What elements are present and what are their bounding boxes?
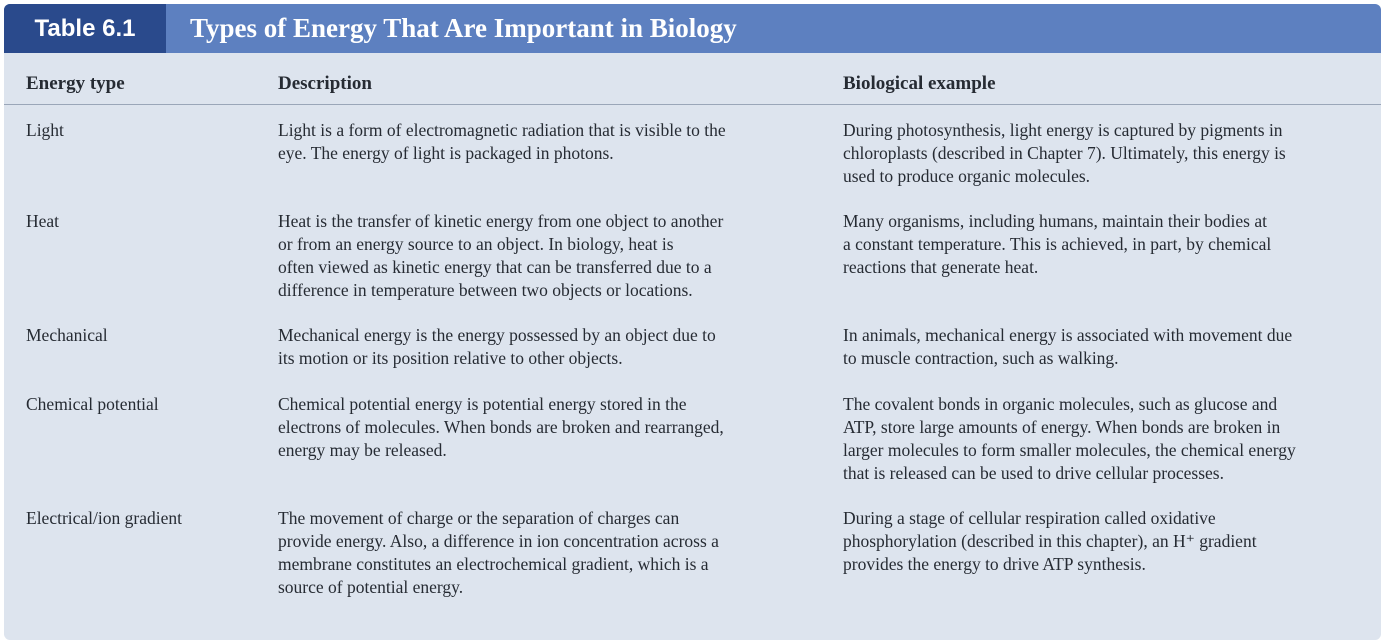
row-heat-type: Heat bbox=[26, 211, 60, 231]
table-number: Table 6.1 bbox=[4, 4, 166, 53]
column-header-energy-type: Energy type bbox=[26, 73, 125, 94]
row-heat-example: Many organisms, including humans, maintain their bodies at a constant temperature. This is achieved, in part, by chemical reactions that generate heat. bbox=[843, 211, 1272, 277]
row-electrical-ion-gradient-example: During a stage of cellular respiration called oxidative phosphorylation (described in this chapter), an H⁺ gradient provides the energy to drive ATP synthesis. bbox=[843, 508, 1257, 574]
table-title: Types of Energy That Are Important in Biology bbox=[190, 13, 737, 43]
row-light-type: Light bbox=[26, 120, 64, 140]
row-electrical-ion-gradient-type: Electrical/ion gradient bbox=[26, 508, 182, 528]
row-electrical-ion-gradient-description: The movement of charge or the separation of charges can provide energy. Also, a difference in ion concentration across a membrane constitutes an electrochemical gradient, which is a source of potential energy. bbox=[278, 508, 719, 597]
row-light-example: During photosynthesis, light energy is captured by pigments in chloroplasts (described in Chapter 7). Ultimately, this energy is used to produce organic molecules. bbox=[843, 120, 1286, 186]
row-mechanical-type: Mechanical bbox=[26, 325, 108, 345]
table-title-bar bbox=[4, 4, 1381, 53]
row-mechanical-description: Mechanical energy is the energy possessed by an object due to its motion or its position relative to other objects. bbox=[278, 325, 716, 368]
row-chemical-potential-type: Chemical potential bbox=[26, 394, 159, 414]
row-heat-description: Heat is the transfer of kinetic energy from one object to another or from an energy source to an object. In biology, heat is often viewed as kinetic energy that can be transferred due to a difference in temperature between two objects or locations. bbox=[278, 211, 724, 300]
column-header-biological-example: Biological example bbox=[843, 73, 996, 94]
header-divider bbox=[4, 104, 1381, 105]
row-mechanical-example: In animals, mechanical energy is associated with movement due to muscle contraction, such as walking. bbox=[843, 325, 1293, 368]
table-card bbox=[4, 4, 1381, 640]
row-chemical-potential-description: Chemical potential energy is potential energy stored in the electrons of molecules. When bonds are broken and rearranged, energy may be released. bbox=[278, 394, 724, 460]
row-chemical-potential-example: The covalent bonds in organic molecules, such as glucose and ATP, store large amounts of energy. When bonds are broken in larger molecules to form smaller molecules, the chemical energy that is released can be used to drive cellular processes. bbox=[843, 394, 1296, 483]
row-light-description: Light is a form of electromagnetic radiation that is visible to the eye. The energy of light is packaged in photons. bbox=[278, 120, 726, 163]
column-header-description: Description bbox=[278, 73, 372, 94]
